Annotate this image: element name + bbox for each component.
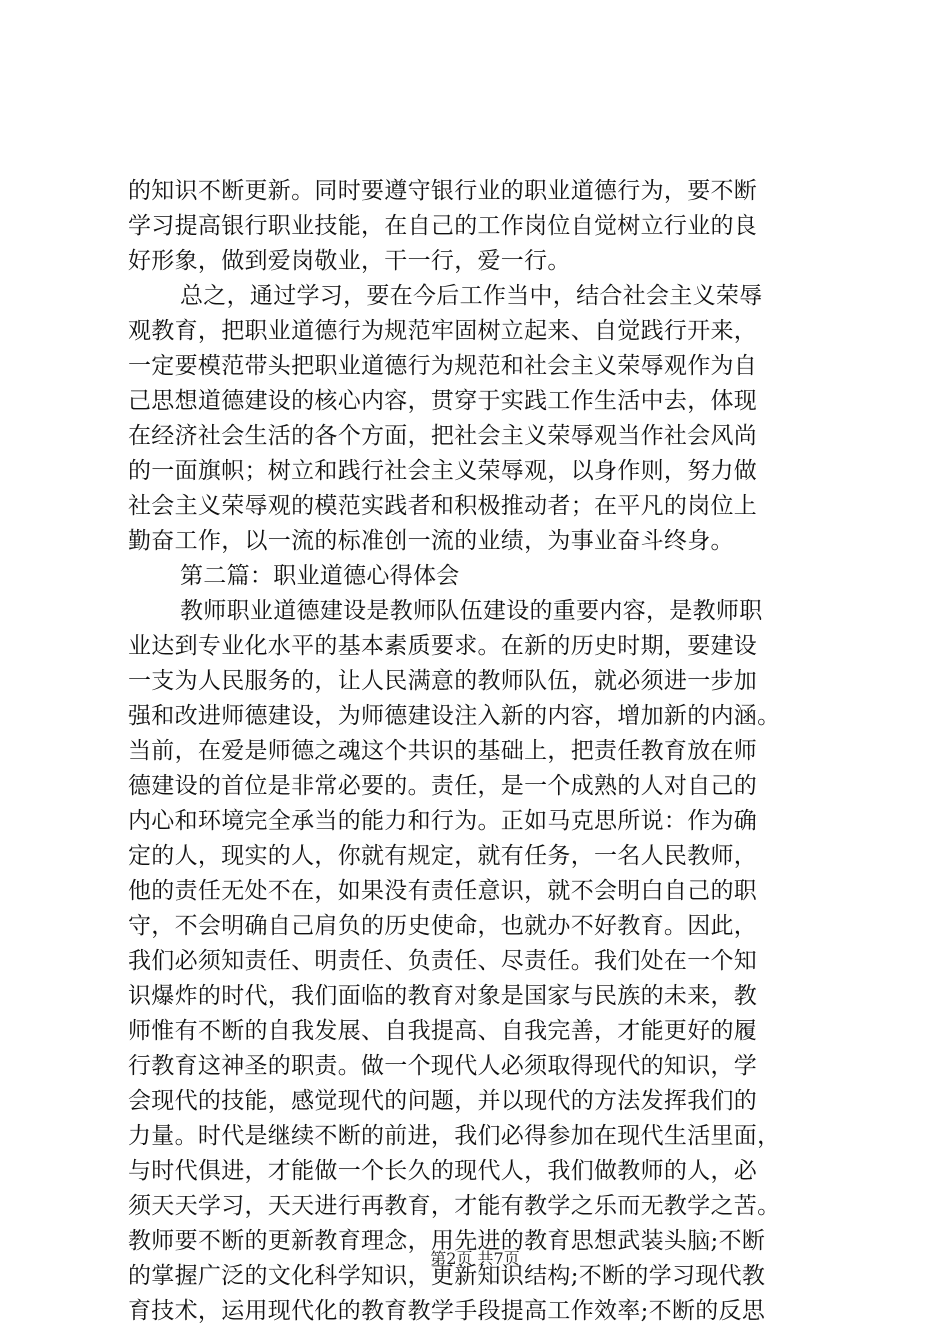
text-line: 内心和环境完全承当的能力和行为。正如马克思所说：作为确 — [128, 808, 758, 834]
text-line: 强和改进师德建设，为师德建设注入新的内容，增加新的内涵。 — [128, 703, 781, 729]
text-line: 社会主义荣辱观的模范实践者和积极推动者；在平凡的岗位上 — [128, 493, 758, 519]
text-line: 我们必须知责任、明责任、负责任、尽责任。我们处在一个知 — [128, 948, 758, 974]
text-line: 定的人，现实的人，你就有规定，就有任务，一名人民教师， — [128, 843, 758, 869]
text-line: 教师要不断的更新教育理念，用先进的教育思想武装头脑;不断 — [128, 1228, 766, 1254]
text-line: 好形象，做到爱岗敬业，干一行，爱一行。 — [128, 248, 571, 274]
text-line: 学习提高银行职业技能，在自己的工作岗位自觉树立行业的良 — [128, 213, 758, 239]
text-line: 业达到专业化水平的基本素质要求。在新的历史时期，要建设 — [128, 633, 758, 659]
text-line: 的知识不断更新。同时要遵守银行业的职业道德行为，要不断 — [128, 178, 758, 204]
text-line: 守，不会明确自己肩负的历史使命，也就办不好教育。因此， — [128, 913, 758, 939]
text-line: 师惟有不断的自我发展、自我提高、自我完善，才能更好的履 — [128, 1018, 758, 1044]
text-line: 在经济社会生活的各个方面，把社会主义荣辱观当作社会风尚 — [128, 423, 758, 449]
text-line: 须天天学习，天天进行再教育，才能有教学之乐而无教学之苦。 — [128, 1193, 781, 1219]
text-line: 的掌握广泛的文化科学知识，更新知识结构;不断的学习现代教 — [128, 1263, 766, 1289]
text-line: 力量。时代是继续不断的前进，我们必得参加在现代生活里面， — [128, 1123, 781, 1149]
text-line: 识爆炸的时代，我们面临的教育对象是国家与民族的未来，教 — [128, 983, 758, 1009]
section-heading: 第二篇：职业道德心得体会 — [180, 563, 460, 589]
page-number-footer: 第2页 共7页 — [430, 1249, 520, 1268]
text-line: 总之，通过学习，要在今后工作当中，结合社会主义荣辱 — [180, 283, 763, 309]
document-body — [128, 174, 828, 1329]
text-line: 己思想道德建设的核心内容，贯穿于实践工作生活中去，体现 — [128, 388, 758, 414]
text-line: 的一面旗帜；树立和践行社会主义荣辱观，以身作则，努力做 — [128, 458, 758, 484]
text-line: 一支为人民服务的，让人民满意的教师队伍，就必须进一步加 — [128, 668, 758, 694]
text-line: 会现代的技能，感觉现代的问题，并以现代的方法发挥我们的 — [128, 1088, 758, 1114]
text-line: 德建设的首位是非常必要的。责任，是一个成熟的人对自己的 — [128, 773, 758, 799]
text-line: 与时代俱进，才能做一个长久的现代人，我们做教师的人，必 — [128, 1158, 758, 1184]
text-line: 育技术，运用现代化的教育教学手段提高工作效率;不断的反思 — [128, 1298, 766, 1324]
text-line: 观教育，把职业道德行为规范牢固树立起来、自觉践行开来， — [128, 318, 758, 344]
text-line: 行教育这神圣的职责。做一个现代人必须取得现代的知识，学 — [128, 1053, 758, 1079]
text-line: 教师职业道德建设是教师队伍建设的重要内容，是教师职 — [180, 598, 763, 624]
text-line: 当前，在爱是师德之魂这个共识的基础上，把责任教育放在师 — [128, 738, 758, 764]
text-line: 一定要模范带头把职业道德行为规范和社会主义荣辱观作为自 — [128, 353, 758, 379]
text-line: 他的责任无处不在，如果没有责任意识，就不会明白自己的职 — [128, 878, 758, 904]
text-line: 勤奋工作，以一流的标准创一流的业绩，为事业奋斗终身。 — [128, 528, 734, 554]
